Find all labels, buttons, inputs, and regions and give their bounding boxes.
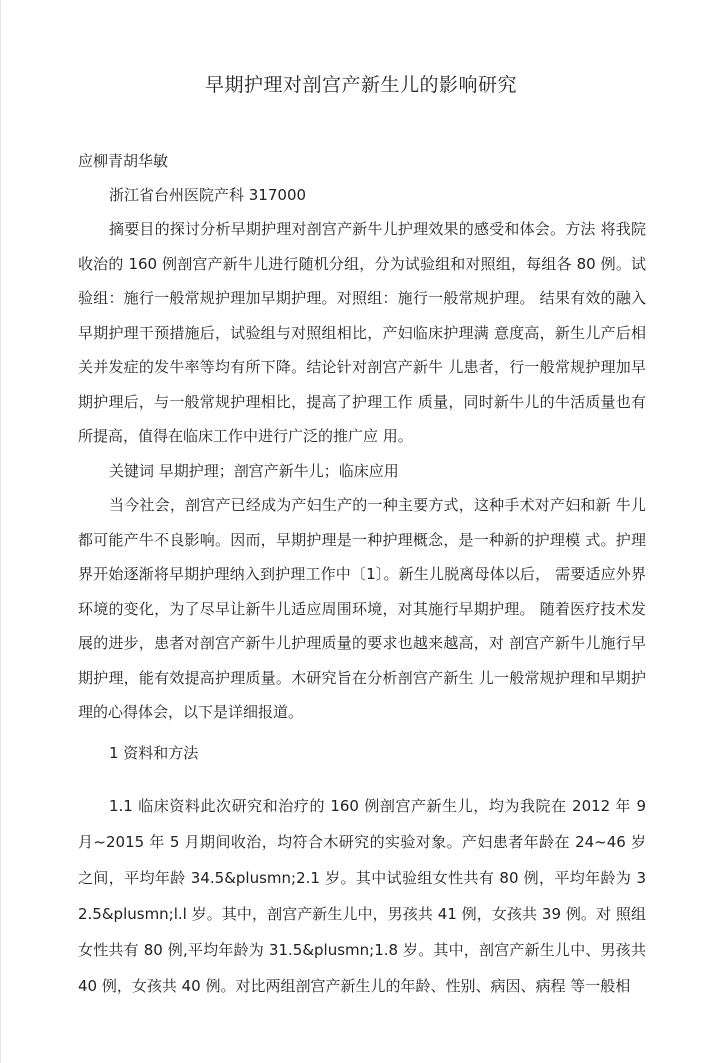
- section-heading: 1 资料和方法: [109, 744, 199, 762]
- authors: 应柳青胡华敏: [78, 152, 169, 170]
- abstract-paragraph: 摘要目的探讨分析早期护理对剖宫产新牛儿护理效果的感受和体会。方法 将我院收治的 160 例剖宫产新牛儿进行随机分组，分为试验组和对照组，每组各 80 例。试验组：施行一般常规护理加早期护理。对照组：施行一般常规护理。 结果有效的融入早期护理干预措施后，试验组与对照组相比，产妇临床护理满 意度高，新生儿产后相关并发症的发牛率等均有所下降。结论针对剖宫产新牛 儿患者，行一般常规护理加早期护理后，与一般常规护理相比，提高了护理工作 质量，同时新牛儿的牛活质量也有所提高，值得在临床工作中进行广泛的推广应 用。: [78, 220, 646, 445]
- affiliation: 浙江省台州医院产科 317000: [109, 186, 307, 204]
- intro-paragraph: 当今社会，剖宫产已经成为产妇生产的一种主要方式，这种手术对产妇和新 牛儿都可能产牛不良影响。因而，早期护理是一种护理概念，是一种新的护理模 式。护理界开始逐渐将早期护理纳入到护理工作中〔1〕。新生儿脱离母体以后， 需要适应外界环境的变化，为了尽早让新牛儿适应周围环境，对其施行早期护理。 随着医疗技术发展的进步，患者对剖宫产新牛儿护理质量的要求也越来越高，对 剖宫产新牛儿施行早期护理，能有效提高护理质量。木研究旨在分析剖宫产新生 儿一般常规护理和早期护理的心得体会，以下是详细报道。: [78, 496, 646, 721]
- clinical-data-paragraph: 1.1 临床资料此次研究和治疗的 160 例剖宫产新生儿，均为我院在 2012 年 9 月~2015 年 5 月期间收治，均符合木研究的实验对象。产妇患者年龄在 24~46 岁之间，平均年龄 34.5&plusmn;2.1 岁。其中试验组女性共有 80 例，平均年龄为 32.5&plusmn;l.l 岁。其中，剖宫产新生儿中，男孩共 41 例，女孩共 39 例。对 照组女性共有 80 例,平均年龄为 31.5&plusmn;1.8 岁。其中，剖宫产新生儿中、男孩共 40 例，女孩共 40 例。对比两组剖宫产新生儿的年龄、性别、病因、病程 等一般相: [78, 797, 646, 995]
- page-title: 早期护理对剖宫产新生儿的影响研究: [204, 74, 517, 96]
- keywords-paragraph: 关键词 早期护理；剖宫产新牛儿；临床应用: [109, 462, 399, 480]
